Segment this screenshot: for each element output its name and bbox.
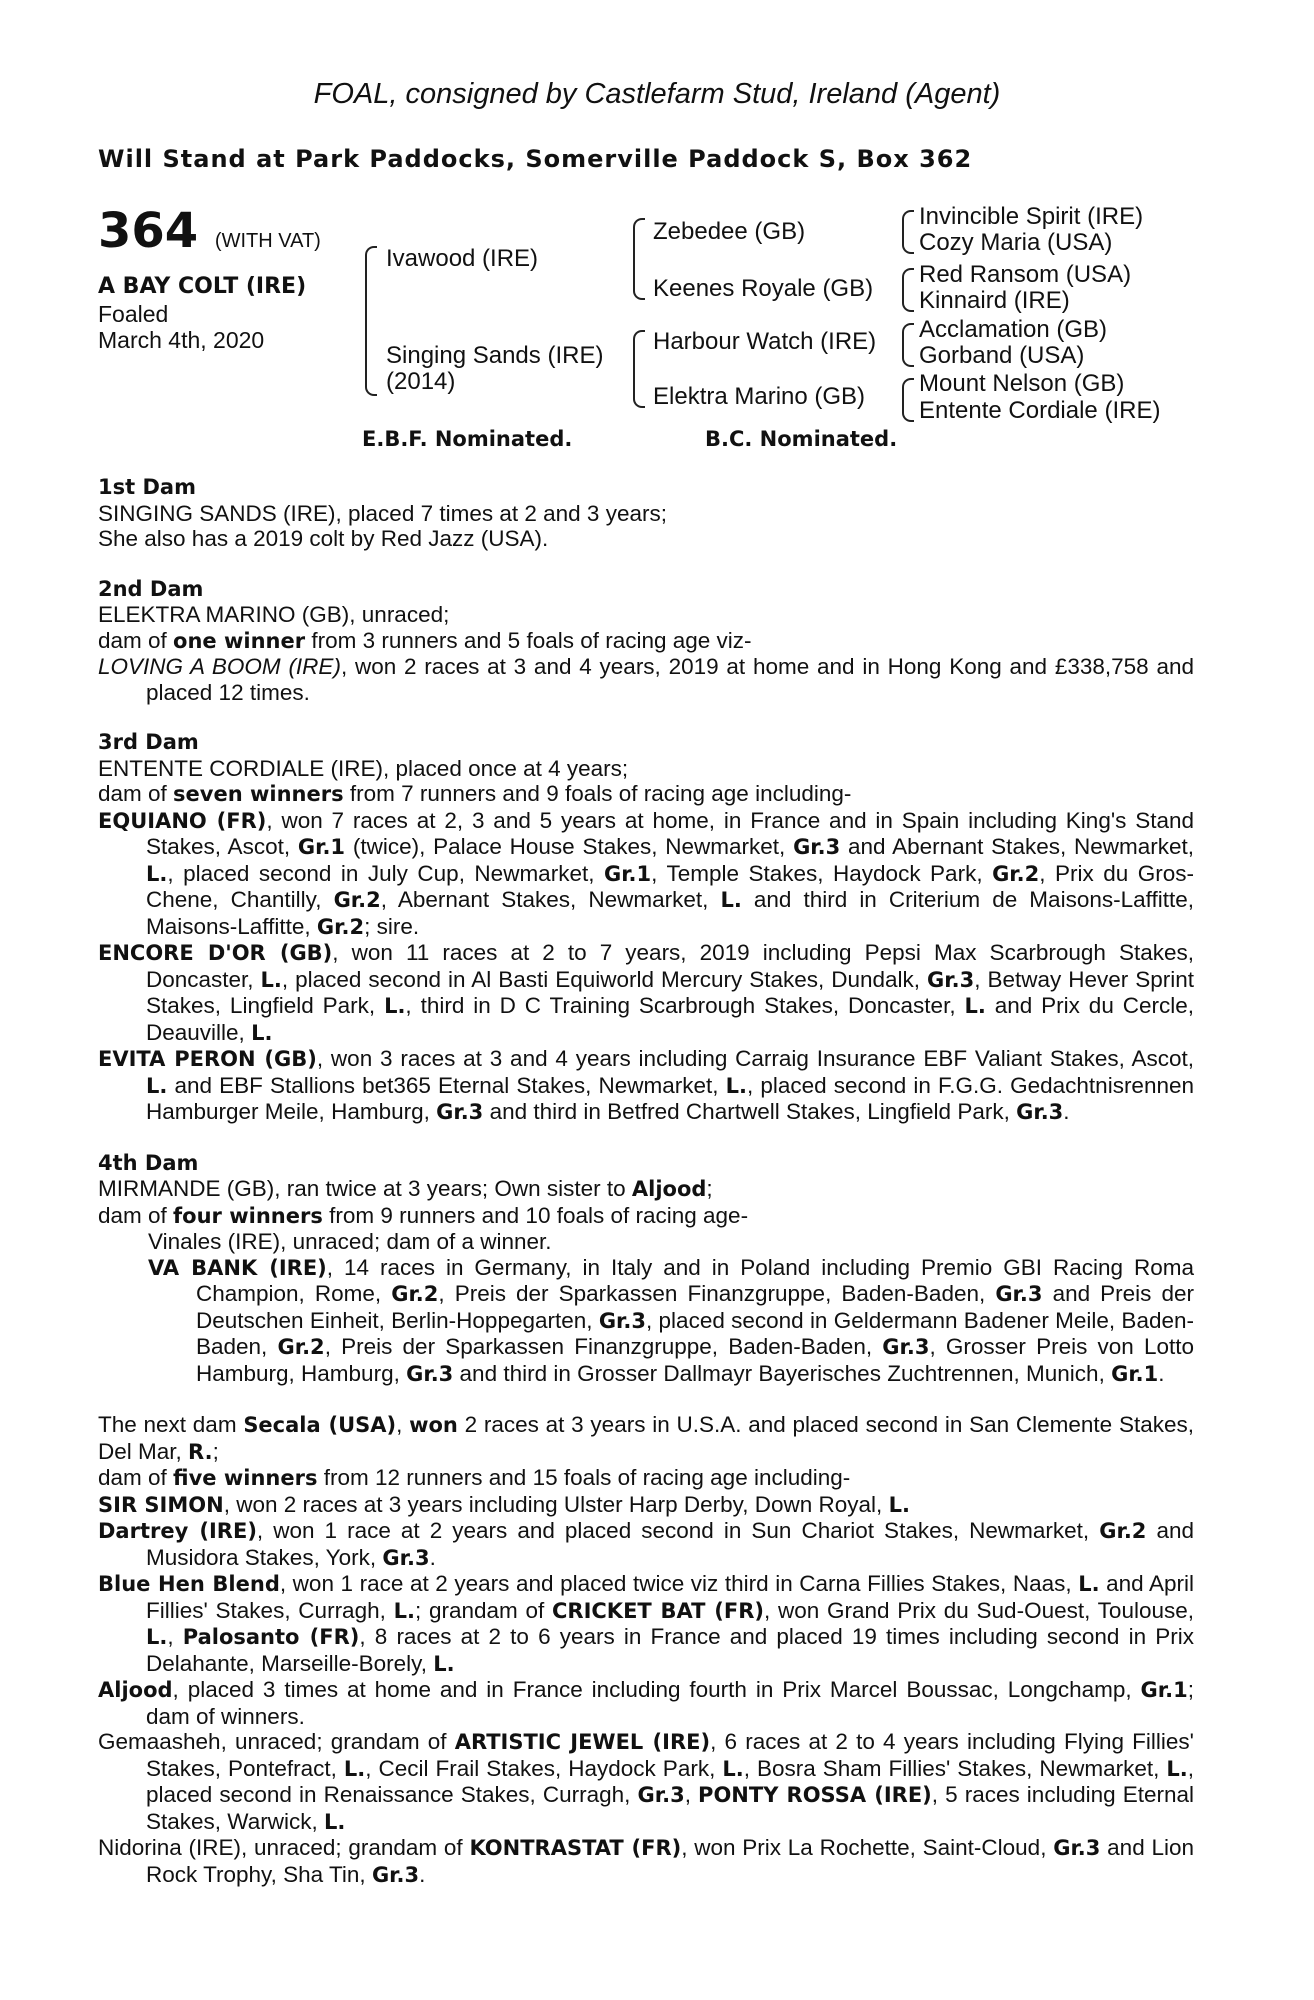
- pedigree-sire-sire: Zebedee (GB): [653, 218, 806, 245]
- pedigree-brace-g78: [902, 378, 914, 422]
- bold-text: Gr.3: [637, 1783, 685, 1807]
- runner-blue-hen-blend: [98, 1571, 1194, 1677]
- winner-count: one winner: [173, 628, 306, 653]
- bold-text: L.: [146, 1625, 168, 1649]
- second-dam-produce: [98, 628, 1194, 655]
- runner-nidorina: [98, 1835, 1194, 1888]
- winner-count: four winners: [173, 1203, 323, 1228]
- third-dam-section: [98, 730, 1194, 1126]
- text: , Grosser Preis von Lotto Hamburg, Hamburg,: [196, 1334, 1194, 1386]
- text: dam of: [98, 781, 174, 806]
- text: , placed second in Al Basti Equiworld Mercury Stakes, Dundalk,: [281, 966, 928, 992]
- bold-text: Gr.3: [995, 1282, 1043, 1306]
- bold-text: R.: [188, 1439, 213, 1464]
- text: Gemaasheh, unraced; grandam of: [98, 1729, 455, 1754]
- text: dam of: [98, 1202, 174, 1228]
- bold-text: Gr.2: [391, 1282, 439, 1306]
- pedigree-sire-dam: Keenes Royale (GB): [653, 275, 874, 302]
- pedigree-sire: Ivawood (IRE): [386, 245, 539, 272]
- runner-evita-peron: [98, 1046, 1194, 1126]
- bold-text: Gr.2: [1099, 1519, 1147, 1543]
- text: , won 1 race at 2 years and placed second in Sun Chariot Stakes, Newmarket,: [256, 1518, 1100, 1543]
- text: Nidorina (IRE), unraced; grandam of: [98, 1835, 470, 1860]
- text: , won 11 races at 2 to 7 years, 2019 including Pepsi Max Scarbrough Stakes, Doncaster,: [146, 940, 1194, 992]
- text: from 12 runners and 15 foals of racing age including-: [317, 1465, 851, 1490]
- bold-text: KONTRASTAT (FR): [469, 1836, 682, 1860]
- pedigree-dam-sire: Harbour Watch (IRE): [653, 328, 877, 355]
- text: and third in Betfred Chartwell Stakes, Lingfield Park,: [483, 1099, 1017, 1124]
- first-dam-line: SINGING SANDS (IRE), placed 7 times at 2 and 3 years;: [98, 500, 667, 526]
- fourth-dam-produce: [98, 1203, 1194, 1230]
- bold-text: L.: [433, 1651, 455, 1676]
- fourth-dam-heading: 4th Dam: [98, 1150, 199, 1175]
- bold-text: Gr.3: [598, 1308, 647, 1333]
- bold-text: SIR SIMON: [98, 1492, 224, 1517]
- runner-name: LOVING A BOOM (IRE): [98, 654, 341, 679]
- third-dam-line: ENTENTE CORDIALE (IRE), placed once at 4 years;: [98, 755, 629, 781]
- bold-text: L.: [1166, 1756, 1188, 1781]
- text: dam of: [98, 627, 174, 653]
- bold-text: L.: [343, 1756, 366, 1781]
- text: , 5 races including Eternal Stakes, Warwick,: [146, 1782, 1194, 1834]
- pedigree-g2: Cozy Maria (USA): [919, 229, 1113, 256]
- page-title: FOAL, consigned by Castlefarm Stud, Ireland (Agent): [313, 78, 1001, 110]
- text: , placed second in Renaissance Stakes, Curragh,: [146, 1755, 1194, 1807]
- text: ; sire.: [364, 913, 420, 939]
- foaled-date: March 4th, 2020: [98, 327, 265, 353]
- bold-text: Gr.1: [1140, 1678, 1188, 1702]
- pedigree-g3: Red Ransom (USA): [919, 261, 1132, 288]
- winner-count: five winners: [173, 1466, 318, 1490]
- bold-text: L.: [146, 1073, 168, 1098]
- bold-text: won: [409, 1413, 458, 1437]
- text: , won Grand Prix du Sud-Ouest, Toulouse,: [764, 1597, 1194, 1623]
- catalogue-body: [98, 475, 1194, 1888]
- text: ,: [684, 1782, 699, 1807]
- bold-text: Gr.3: [793, 835, 841, 859]
- third-dam-produce: [98, 781, 1194, 808]
- pedigree-g5: Acclamation (GB): [919, 316, 1108, 343]
- lot-number-value: 364: [98, 203, 199, 259]
- text: , Bosra Sham Fillies' Stakes, Newmarket,: [743, 1755, 1167, 1781]
- text: .: [419, 1861, 426, 1887]
- first-dam-section: [98, 475, 1194, 552]
- text: .: [1063, 1099, 1070, 1124]
- second-dam-line: ELEKTRA MARINO (GB), unraced;: [98, 602, 450, 627]
- text: , Preis der Sparkassen Finanzgruppe, Baden-Baden,: [438, 1281, 996, 1306]
- text: from 9 runners and 10 foals of racing age-: [322, 1202, 749, 1228]
- text: , won 2 races at 3 years including Ulster Harp Derby, Down Royal,: [223, 1491, 889, 1517]
- text: , Temple Stakes, Haydock Park,: [651, 860, 993, 886]
- text: ;: [212, 1438, 219, 1464]
- bold-text: L.: [384, 994, 406, 1018]
- text: .: [429, 1544, 436, 1570]
- runner-gemaasheh: [98, 1729, 1194, 1835]
- vat-label: (WITH VAT): [214, 230, 321, 252]
- sister-name: Aljood: [631, 1177, 707, 1201]
- text: , won 3 races at 3 and 4 years including Carraig Insurance EBF Valiant Stakes, Ascot,: [316, 1046, 1194, 1071]
- bold-text: L.: [393, 1598, 415, 1623]
- text: ,: [167, 1624, 183, 1649]
- second-dam-section: [98, 577, 1194, 706]
- pedigree-brace-parents: [365, 246, 377, 396]
- text: MIRMANDE (GB), ran twice at 3 years; Own sister to: [98, 1176, 632, 1201]
- text: , Abernant Stakes, Newmarket,: [380, 887, 721, 912]
- bold-text: L.: [964, 994, 986, 1018]
- bold-text: Gr.3: [436, 1100, 484, 1124]
- bold-text: EVITA PERON (GB): [98, 1047, 317, 1071]
- winner-count: seven winners: [173, 782, 344, 806]
- bold-text: L.: [725, 1073, 748, 1098]
- text: and Lion Rock Trophy, Sha Tin,: [146, 1835, 1194, 1887]
- runner-loving-a-boom: [98, 654, 1194, 705]
- text: ; dam of winners.: [146, 1677, 1194, 1729]
- text: , 14 races in Germany, in Italy and in Poland including Premio GBI Racing Roma Champion, Rome,: [196, 1254, 1194, 1306]
- bold-text: Gr.3: [371, 1862, 420, 1887]
- runner-vinales: Vinales (IRE), unraced; dam of a winner.: [148, 1229, 552, 1254]
- bold-text: CRICKET BAT (FR): [552, 1598, 765, 1623]
- next-dam-intro: [98, 1412, 1194, 1465]
- pedigree-dam: Singing Sands (IRE): [386, 342, 604, 369]
- text: ; grandam of: [414, 1597, 552, 1623]
- text: , Betway Hever Sprint Stakes, Lingfield Park,: [146, 966, 1195, 1018]
- next-dam-section: [98, 1412, 1194, 1888]
- runner-dartrey: [98, 1518, 1194, 1571]
- pedigree-dam-year: (2014): [386, 368, 456, 395]
- pedigree-g4: Kinnaird (IRE): [919, 287, 1070, 314]
- text: , Cecil Frail Stakes, Haydock Park,: [365, 1755, 723, 1781]
- runner-encore-dor: [98, 940, 1194, 1046]
- bold-text: Gr.2: [992, 861, 1040, 886]
- pedigree-brace-sire: [633, 218, 645, 300]
- bold-text: VA BANK (IRE): [148, 1255, 327, 1280]
- bold-text: L.: [720, 888, 742, 912]
- text: and Prix du Cercle, Deauville,: [146, 993, 1194, 1045]
- text: , Preis der Sparkassen Finanzgruppe, Baden-Baden,: [324, 1334, 883, 1359]
- pedigree-brace-dam: [633, 330, 645, 408]
- text: (twice), Palace House Stakes, Newmarket,: [345, 834, 794, 859]
- text: and Musidora Stakes, York,: [146, 1518, 1195, 1570]
- stand-location: Will Stand at Park Paddocks, Somerville Paddock S, Box 362: [98, 145, 973, 173]
- runner-record: , won 2 races at 3 and 4 years, 2019 at home and in Hong Kong and £338,758 and placed 12 times.: [146, 654, 1194, 705]
- bold-text: Gr.3: [927, 967, 975, 992]
- pedigree-g7: Mount Nelson (GB): [919, 370, 1125, 397]
- text: , placed second in F.G.G. Gedachtnisrennen Hamburger Meile, Hamburg,: [146, 1072, 1195, 1124]
- text: ;: [706, 1176, 713, 1201]
- first-dam-note: She also has a 2019 colt by Red Jazz (USA).: [98, 526, 549, 551]
- bold-text: Gr.1: [603, 861, 652, 886]
- text: , 8 races at 2 to 6 years in France and placed 19 times including second in Prix Delahante, Marseille-Borely,: [146, 1624, 1194, 1676]
- third-dam-heading: 3rd Dam: [98, 730, 199, 754]
- bold-text: ARTISTIC JEWEL (IRE): [454, 1730, 711, 1754]
- bold-text: PONTY ROSSA (IRE): [698, 1783, 932, 1807]
- text: and third in Criterium de Maisons-Laffitte, Maisons-Laffitte,: [146, 887, 1194, 939]
- bold-text: Gr.3: [882, 1335, 930, 1359]
- bold-text: Gr.3: [406, 1361, 454, 1386]
- pedigree-dam-dam: Elektra Marino (GB): [653, 383, 866, 410]
- bold-text: Secala (USA): [243, 1413, 397, 1437]
- bold-text: L.: [323, 1809, 346, 1834]
- text: and Preis der Deutschen Einheit, Berlin-Hoppegarten,: [196, 1281, 1195, 1333]
- bold-text: Dartrey (IRE): [98, 1519, 257, 1543]
- runner-va-bank: [98, 1255, 1194, 1388]
- pedigree-brace-g56: [902, 323, 914, 367]
- text: and Abernant Stakes, Newmarket,: [840, 834, 1195, 859]
- text: 2 races at 3 years in U.S.A. and placed second in San Clemente Stakes, Del Mar,: [98, 1412, 1194, 1464]
- bold-text: L.: [722, 1756, 744, 1781]
- runner-equiano: [98, 808, 1194, 941]
- bold-text: L.: [888, 1492, 910, 1517]
- bold-text: Palosanto (FR): [182, 1625, 360, 1649]
- text: , won 7 races at 2, 3 and 5 years at home, in France and in Spain including King's Stand Stakes, Ascot,: [146, 807, 1195, 859]
- text: , placed second in July Cup, Newmarket,: [167, 860, 604, 886]
- foaled-label: Foaled: [98, 301, 169, 327]
- text: and EBF Stallions bet365 Eternal Stakes, Newmarket,: [167, 1072, 726, 1098]
- text: dam of: [98, 1465, 174, 1490]
- bold-text: Gr.3: [1016, 1100, 1064, 1124]
- text: and April Fillies' Stakes, Curragh,: [146, 1571, 1195, 1623]
- text: , 6 races at 2 to 4 years including Flying Fillies' Stakes, Pontefract,: [146, 1729, 1194, 1781]
- pedigree-g1: Invincible Spirit (IRE): [919, 203, 1144, 230]
- bold-text: Gr.2: [316, 914, 365, 939]
- text: , placed 3 times at home and in France including fourth in Prix Marcel Boussac, Longchamp,: [172, 1677, 1141, 1702]
- text: , third in D C Training Scarbrough Stakes, Doncaster,: [405, 993, 965, 1018]
- text: ,: [396, 1412, 410, 1437]
- pedigree-brace-g34: [902, 268, 914, 312]
- bold-text: Gr.2: [277, 1335, 325, 1359]
- text: The next dam: [98, 1412, 244, 1437]
- fourth-dam-section: [98, 1151, 1194, 1388]
- bold-text: Gr.1: [297, 835, 346, 859]
- text: from 3 runners and 5 foals of racing age viz-: [305, 627, 752, 653]
- bold-text: L.: [260, 967, 282, 992]
- runner-sir-simon: [98, 1492, 1194, 1519]
- bold-text: EQUIANO (FR): [98, 808, 267, 833]
- next-dam-produce: [98, 1465, 1194, 1492]
- fourth-dam-line: [98, 1176, 1194, 1203]
- text: and third in Grosser Dallmayr Bayerisches Zuchtrennen, Munich,: [453, 1360, 1112, 1386]
- runner-aljood: [98, 1677, 1194, 1729]
- text: from 7 runners and 9 foals of racing age including-: [343, 781, 852, 806]
- bold-text: L.: [1078, 1572, 1100, 1596]
- bold-text: ENCORE D'OR (GB): [98, 941, 333, 965]
- lot-number: [98, 203, 321, 269]
- foaled-info: [98, 301, 264, 353]
- bold-text: Gr.3: [1053, 1836, 1101, 1860]
- bold-text: L.: [146, 861, 168, 886]
- bold-text: Gr.1: [1111, 1361, 1159, 1386]
- bold-text: Aljood: [98, 1678, 173, 1702]
- second-dam-heading: 2nd Dam: [98, 576, 204, 601]
- bold-text: L.: [251, 1020, 273, 1045]
- lot-description: A BAY COLT (IRE): [98, 274, 307, 299]
- bold-text: Gr.3: [382, 1545, 430, 1570]
- pedigree-g6: Gorband (USA): [919, 342, 1085, 369]
- first-dam-heading: 1st Dam: [98, 475, 196, 499]
- ebf-nominated: E.B.F. Nominated.: [362, 427, 573, 451]
- text: , Prix du Gros-Chene, Chantilly,: [146, 860, 1194, 912]
- text: , won 1 race at 2 years and placed twice viz third in Carna Fillies Stakes, Naas,: [279, 1571, 1079, 1596]
- pedigree-g8: Entente Cordiale (IRE): [919, 397, 1161, 424]
- pedigree-brace-g12: [902, 210, 914, 254]
- text: , won Prix La Rochette, Saint-Cloud,: [681, 1835, 1054, 1860]
- bc-nominated: B.C. Nominated.: [705, 427, 898, 451]
- bold-text: Blue Hen Blend: [98, 1572, 280, 1596]
- bold-text: Gr.2: [333, 888, 381, 912]
- text: .: [1158, 1360, 1165, 1386]
- text: , placed second in Geldermann Badener Meile, Baden-Baden,: [196, 1307, 1194, 1359]
